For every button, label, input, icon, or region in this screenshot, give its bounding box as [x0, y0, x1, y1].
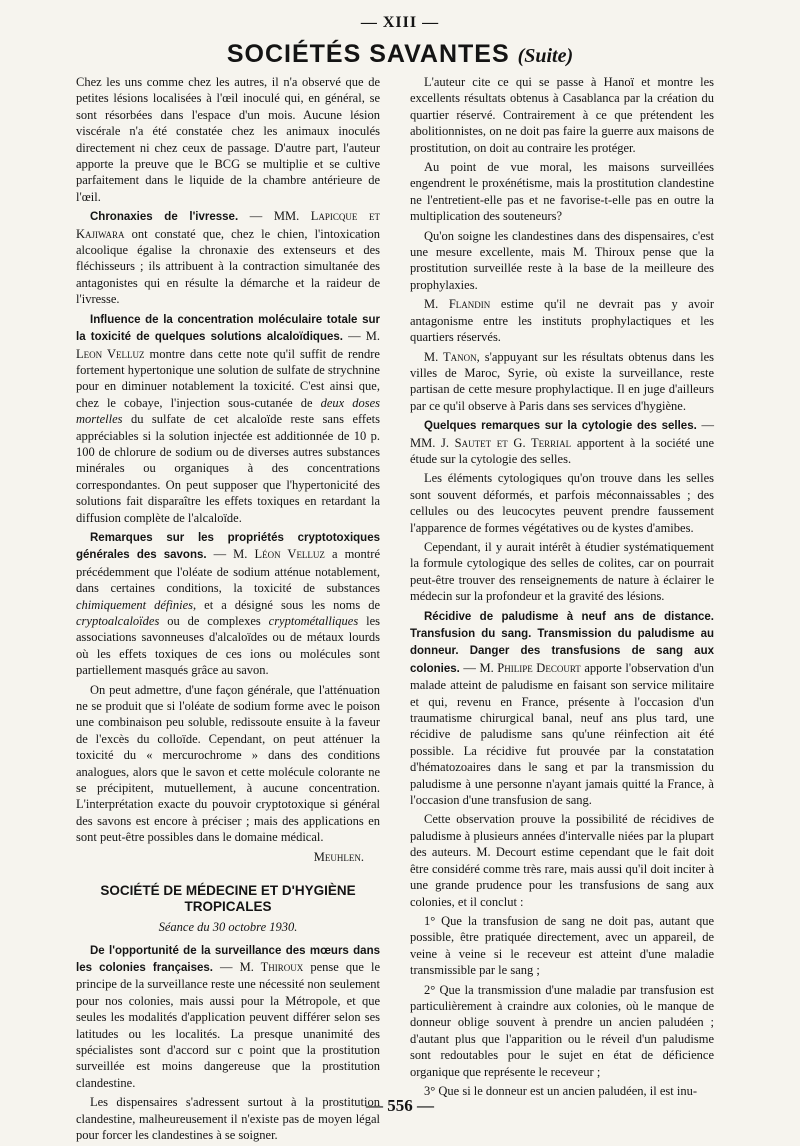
article-authors: — MM. J. Sautet et G. Terrial [410, 418, 714, 450]
page-header [0, 40, 800, 69]
article-authors: — M. Leon Velluz [76, 329, 380, 361]
article-text: les associations savonneuses d'alcaloïdes ou de métaux lourds où les effets toxiques de ces ions ou molécules sont partiellement masqués grâce au savon. [76, 614, 380, 678]
article-text: ont constaté que, chez le chien, l'intoxication alcoolique égalise la chronaxie des extenseurs et des fléchisseurs ; ils attribuent à la contraction simultanée des antagonistes qui en résulte la démarche et la raideur de l'ivresse. [76, 226, 380, 307]
article-title: Quelques remarques sur la cytologie des selles. [424, 420, 697, 433]
article-authors: — MM. Lapicque et Kajiwara [76, 209, 381, 241]
conclusion-item: 2° Que la transmission d'une maladie par transfusion est particulièrement à craindre aux colonies, où le manque de donneur oblige souvent à prendre un ancien paludéen ; d'autant plus que l'apparition ou le réveil d'un paludisme sont redoutables pour le sujet en état de déficience organique que représente le receveur ; [410, 982, 714, 1079]
article-remarques-savons [76, 529, 380, 679]
article-authors: — M. Philipe Decourt [463, 660, 581, 675]
article-text: du sulfate de cet alcaloïde reste sans effets appréciables si la solution injectée est additionnée de 10 p. 100 de chlorure de sodium ou de diverses autres substances minérales ou organiques à des concentrations correspondantes. On peut supposer que l'hypertonicité des solutions fait disparaître les effets toxiques en retardant la diffusion complète de l'alcaloïde. [76, 412, 380, 525]
conclusion-item: 1° Que la transfusion de sang ne doit pas, autant que possible, être pratiquée directement, avec un appareil, de veine à veine si le receveur est atteint d'une maladie transmissible par le sang ; [410, 913, 714, 978]
article-emphasis: cryptoalcaloïdes [76, 614, 160, 628]
article-text: ou de complexes [167, 614, 261, 628]
paragraph: Les dispensaires s'adressent surtout à la prostitution clandestine, malheureusement il n'existe pas de moyen légal pour forcer les clandestines à se soigner. [76, 1095, 380, 1142]
paragraph: Chez les uns comme chez les autres, il n'a observé que de petites lésions localisées à l'œil inoculé qui, en général, se sont résorbées dans l'espace d'un mois. Aucune lésion viscérale n'a été constatée chez les animaux inoculés directement ni chez ceux de passage. D'autre part, l'auteur apporte la preuve que le BCG se multiplie et se cultive parfaitement dans le liquide de la chambre antérieure de l'œil. [76, 75, 380, 204]
article-title: Influence de la concentration moléculaire totale sur la toxicité de quelques solutions alcaloïdiques. [76, 313, 380, 344]
article-emphasis: deux doses mortelles [76, 395, 381, 427]
right-column [410, 74, 714, 1102]
paragraph: Les éléments cytologiques qu'on trouve dans les selles sont souvent déformés, et parfois méconnaissables ; des cellules ou des leucocytes peuvent prendre faussement l'apparence de formes végétatives ou de kystes d'amibes. [410, 471, 714, 535]
article-influence [76, 311, 380, 526]
article-text: apportent à la société une étude sur la cytologie des selles. [410, 435, 715, 466]
conclusion-item: 3° Que si le donneur est un ancien paludéen, il est inu- [424, 1083, 697, 1098]
paragraph: Cependant, il y aurait intérêt à étudier systématiquement la formule cytologique des selles de colites, car on pourrait peut-être trouver des renseignements de nature à éclairer le médecin sur la profondeur et la gravité des lésions. [410, 539, 714, 604]
paragraph-tanon [410, 349, 714, 415]
page-number: — 556 — [366, 1096, 434, 1115]
article-text: montre dans cette note qu'il suffit de rendre fortement hypertonique une solution de sulfate de strychnine pour en diminuer notablement la toxicité. C'est ainsi que, chez le cobaye, l'injection sous-cutanée de [76, 346, 380, 410]
signature: Meuhlen. [313, 849, 364, 864]
article-title: De l'opportunité de la surveillance des mœurs dans les colonies françaises. [76, 944, 380, 974]
paragraph-text: s'appuyant sur les résultats obtenus dans les villes de Maroc, Syrie, où existe la surveillance, reste partisan de cette mesure prophylactique. Il en juge d'ailleurs par ce qu'il observe à Paris dans ses services d'hygiène. [410, 349, 714, 413]
article-text: apporte l'observation d'un malade atteint de paludisme en faisant son service militaire et qui, revenu en France, présente à l'occasion d'un traumatisme chirurgical banal, neuf ans plus tard, une récidive de paludisme sans qu'une réinfection ait été possible. La récidive fut prouvée par la constatation d'hématozoaires dans le sang et par la transmission du paludisme à une personne n'ayant jamais quitté la France, à l'occasion d'une transfusion de sang. [410, 660, 714, 808]
left-column [76, 74, 380, 1146]
article-text: pense que le principe de la surveillance reste une nécessité non seulement pour nos colonies, mais aussi pour la Métropole, et que seules les modalités d'application peuvent différer selon ses latitudes ou les localités. La presque unanimité des spécialistes sont d'accord sur c point que la prostitution surveillée est moins dangereuse que la prostitution clandestine. [76, 959, 381, 1090]
paragraph: On peut admettre, d'une façon générale, que l'atténuation ne se produit que si l'oléate de sodium forme avec le poison une combinaison peu soluble, redissoute ensuite à la faveur de l'excès du colloïde. Cependant, on peut atténuer la toxicité du « mercurochrome » dans des conditions analogues, alors que le savon et cette molécule colorante ne se précipitent, mutuellement, à aucune concentration. L'interprétation exacte du pouvoir cryptotoxique si général des savons est encore à préciser ; mais des applications en sont peut-être possibles dans le domaine médical. [76, 682, 380, 845]
article-authors: — M. Léon Velluz [213, 547, 325, 562]
article-cytologie [410, 417, 714, 467]
article-opportunite [76, 942, 380, 1092]
article-title: Chronaxies de l'ivresse. [90, 211, 239, 224]
author-name: M. Flandin [424, 297, 491, 312]
paragraph: L'auteur cite ce qui se passe à Hanoï et montre les excellents résultats obtenus à Casablanca par la création du quartier réservé. Contrairement à ce que prétendent les abolitionnistes, on ne doit pas faire la guerre aux maisons de prostitution, on doit au contraire les protéger. [410, 75, 714, 155]
article-title: Remarques sur les propriétés cryptotoxiques générales des savons. [76, 531, 380, 562]
article-title: Récidive de paludisme à neuf ans de distance. Transfusion du sang. Transmission du paludisme au donneur. Danger des transfusions de sang aux colonies. [410, 610, 714, 675]
article-recidive [410, 608, 714, 809]
header-suite: (Suite) [517, 45, 574, 67]
article-authors: — M. Thiroux [220, 959, 304, 974]
paragraph: Qu'on soigne les clandestines dans des dispensaires, c'est une mesure excellente, mais M. Thiroux pense que la prostitution surveillée reste à la base de la meilleure des prophylaxies. [410, 228, 714, 292]
article-emphasis: cryptométalliques [268, 614, 359, 628]
section-title: SOCIÉTÉ DE MÉDECINE ET D'HYGIÈNE TROPICALES [100, 883, 356, 915]
author-name: M. Tanon, [424, 349, 480, 364]
paragraph-flandin [410, 296, 714, 345]
article-chronaxies [76, 208, 380, 307]
paragraph-text: estime qu'il ne devrait pas y avoir antagonisme entre les instituts prophylactiques et les quartiers réservés. [410, 297, 714, 345]
paragraph: Cette observation prouve la possibilité de récidives de paludisme à plusieurs années d'intervalle niées par la plupart des auteurs. M. Decourt estime cependant que le fait doit être considéré comme très rare, mais aussi qu'il doit inciter à une grande prudence pour les transfusions de sang aux colonies, et il conclut : [410, 812, 714, 909]
article-text: , et a désigné sous les noms de [193, 597, 380, 612]
header-title: SOCIÉTÉS SAVANTES [226, 40, 510, 68]
article-text: a montré précédemment que l'oléate de sodium atténue notablement, dans certaines conditions, la toxicité de substances [76, 547, 380, 596]
paragraph: Au point de vue moral, les maisons surveillées engendrent le proxénétisme, mais la prostitution clandestine ne l'entretient-elle pas et ne favorise-t-elle pas en outre la multiplication des souteneurs? [410, 160, 714, 224]
page-roman-numeral: — XIII — [360, 14, 440, 31]
article-emphasis: chimiquement définies [76, 597, 194, 612]
section-seance-date: Séance du 30 octobre 1930. [158, 920, 298, 935]
